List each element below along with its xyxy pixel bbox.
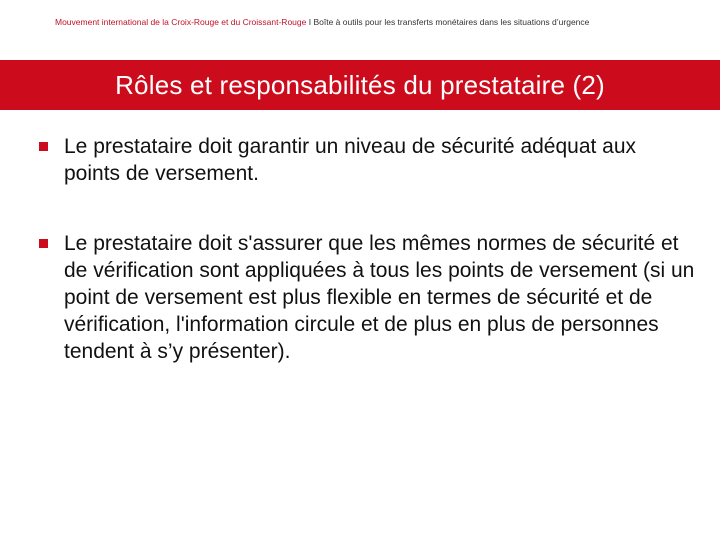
slide-title: Rôles et responsabilités du prestataire (2)	[115, 69, 605, 100]
square-bullet-icon	[39, 239, 48, 248]
title-band	[0, 60, 720, 110]
header-separator: I	[306, 17, 314, 27]
header-line	[55, 17, 589, 27]
bullet-item	[36, 230, 696, 365]
bullet-text: Le prestataire doit s'assurer que les mêmes normes de sécurité et de vérification sont appliquées à tous les points de versement (si un point de versement est plus flexible en termes de sécurité et de vérification, l'information circule et de plus en plus de personnes tendent à s’y présenter).	[64, 232, 695, 363]
header-toolkit: Boîte à outils pour les transferts monétaires dans les situations d’urgence	[313, 17, 590, 27]
square-bullet-icon	[39, 142, 48, 151]
bullet-list	[36, 133, 696, 365]
header-organization: Mouvement international de la Croix-Rouge et du Croissant-Rouge	[55, 17, 307, 27]
bullet-item	[36, 133, 696, 187]
bullet-text: Le prestataire doit garantir un niveau de sécurité adéquat aux points de versement.	[64, 135, 637, 185]
